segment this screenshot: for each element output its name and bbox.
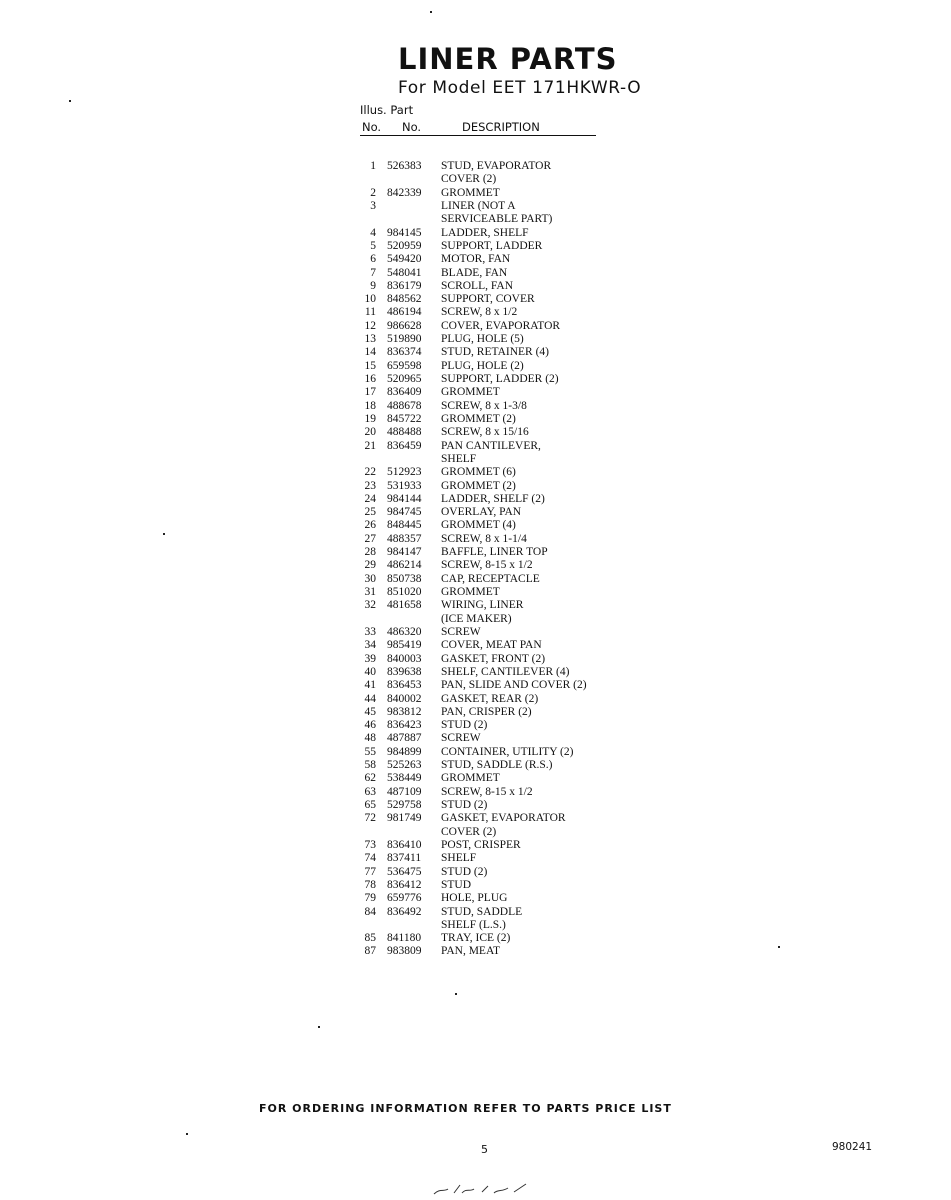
scan-speck [69, 100, 71, 102]
part-description [441, 320, 560, 333]
description-line: BLADE, FAN [441, 266, 508, 279]
illus-number: 20 [364, 426, 376, 439]
part-description [441, 772, 500, 785]
illus-number: 48 [364, 732, 376, 745]
description-line: LADDER, SHELF [441, 226, 529, 239]
part-description [441, 440, 541, 467]
illus-number: 26 [364, 519, 376, 532]
illus-number: 5 [370, 239, 376, 252]
illus-number: 31 [364, 586, 376, 598]
description-line: GASKET, EVAPORATOR [441, 812, 566, 825]
illus-number: 3 [370, 199, 376, 212]
parts-row [360, 280, 660, 293]
part-description [441, 546, 548, 559]
parts-row [360, 373, 660, 386]
part-description [441, 280, 513, 293]
description-line: PAN, MEAT [441, 945, 501, 958]
document-number: 980241 [832, 1141, 873, 1153]
illus-number: 14 [364, 346, 376, 359]
part-number: 985419 [387, 639, 422, 652]
part-description [441, 333, 524, 346]
part-description [441, 839, 521, 852]
illus-number: 23 [364, 479, 376, 492]
part-number: 520965 [387, 373, 422, 385]
part-number: 529758 [387, 799, 422, 811]
parts-row [360, 293, 660, 306]
parts-row [360, 626, 660, 639]
part-description [441, 746, 573, 759]
part-number: 851020 [387, 586, 422, 598]
parts-row [360, 586, 660, 599]
part-number: 836410 [387, 838, 422, 851]
illus-number: 30 [364, 572, 376, 585]
illus-number: 79 [364, 892, 376, 905]
parts-row [360, 719, 660, 732]
part-description [441, 693, 538, 706]
page-number: 5 [481, 1143, 488, 1156]
description-line: SUPPORT, LADDER (2) [441, 373, 559, 385]
part-description [441, 719, 487, 732]
parts-row [360, 559, 660, 572]
description-line: PAN, SLIDE AND COVER (2) [441, 679, 587, 692]
header-rule [360, 135, 596, 136]
description-line: STUD, RETAINER (4) [441, 346, 549, 359]
illus-number: 77 [364, 865, 376, 878]
parts-row [360, 772, 660, 785]
description-line: STUD (2) [441, 799, 488, 811]
part-description [441, 639, 542, 652]
part-number: 984147 [387, 546, 422, 559]
parts-row [360, 386, 660, 399]
part-description [441, 932, 510, 945]
part-description [441, 480, 516, 493]
scan-speck [163, 533, 165, 535]
part-description [441, 786, 533, 799]
illus-number: 24 [364, 492, 376, 505]
description-line: PAN, CRISPER (2) [441, 705, 532, 718]
part-number: 487109 [387, 785, 422, 798]
part-number: 525263 [387, 759, 422, 772]
illus-number: 1 [370, 160, 376, 172]
part-number: 519890 [387, 333, 422, 346]
scan-speck [186, 1133, 188, 1135]
part-description [441, 759, 553, 772]
part-description [441, 373, 559, 386]
model-subtitle: For Model EET 171HKWR-O [398, 78, 642, 98]
description-line: STUD, EVAPORATOR [441, 160, 552, 172]
illus-number: 15 [364, 359, 376, 372]
parts-row [360, 732, 660, 745]
part-number: 512923 [387, 466, 422, 479]
part-description [441, 653, 545, 666]
description-line: SHELF [441, 452, 477, 465]
part-number: 487887 [387, 732, 422, 745]
part-number: 488678 [387, 399, 422, 412]
parts-row [360, 706, 660, 719]
part-description [441, 253, 510, 266]
illus-number: 29 [364, 559, 376, 572]
parts-row [360, 426, 660, 439]
part-number: 836459 [387, 439, 422, 452]
description-line: BAFFLE, LINER TOP [441, 546, 548, 559]
parts-row [360, 945, 660, 958]
description-line: WIRING, LINER [441, 599, 524, 612]
part-number: 840003 [387, 652, 422, 665]
parts-row [360, 573, 660, 586]
illus-number: 6 [370, 253, 376, 266]
description-line: SCREW [441, 732, 481, 745]
parts-row [360, 599, 660, 626]
description-line: STUD (2) [441, 719, 488, 732]
parts-row [360, 400, 660, 413]
part-number: 984745 [387, 506, 422, 519]
parts-row [360, 160, 660, 187]
part-number [376, 200, 441, 227]
part-number: 486214 [387, 559, 422, 572]
header-illus-part: Illus. Part [360, 103, 414, 117]
description-line: TRAY, ICE (2) [441, 932, 511, 945]
part-description [441, 586, 500, 599]
illus-number: 28 [364, 546, 376, 559]
part-number: 850738 [387, 572, 422, 585]
illus-number: 25 [364, 506, 376, 519]
parts-row [360, 879, 660, 892]
part-description [441, 493, 545, 506]
part-description [441, 187, 500, 200]
parts-row [360, 799, 660, 812]
part-description [441, 852, 476, 865]
description-line: CONTAINER, UTILITY (2) [441, 745, 574, 758]
part-description [441, 892, 507, 905]
part-number: 659598 [387, 359, 422, 372]
description-line: SERVICEABLE PART) [441, 213, 553, 226]
part-number: 836412 [387, 878, 422, 891]
illus-number: 10 [364, 293, 376, 306]
part-number: 840002 [387, 692, 422, 705]
part-description [441, 879, 471, 892]
illus-number: 85 [364, 932, 376, 945]
part-number: 536475 [387, 865, 422, 878]
description-line: SCREW, 8 x 1-3/8 [441, 399, 527, 412]
description-line: SCREW, 8-15 x 1/2 [441, 559, 533, 572]
part-description [441, 679, 587, 692]
part-number: 836453 [387, 679, 422, 692]
description-line: SHELF [441, 852, 477, 865]
description-line: SCREW, 8 x 1-1/4 [441, 532, 527, 545]
illus-number: 4 [370, 226, 376, 239]
illus-number: 40 [364, 665, 376, 678]
illus-number: 72 [364, 812, 376, 825]
page-title: LINER PARTS [398, 42, 618, 76]
parts-row [360, 759, 660, 772]
part-description [441, 533, 527, 546]
part-description [441, 626, 481, 639]
part-number: 659776 [387, 892, 422, 905]
part-description [441, 573, 540, 586]
illus-number: 74 [364, 852, 376, 865]
part-description [441, 866, 487, 879]
parts-row [360, 187, 660, 200]
description-line: SCREW, 8 x 15/16 [441, 426, 529, 439]
part-number: 983812 [387, 705, 422, 718]
part-description [441, 200, 552, 227]
illus-number: 17 [364, 386, 376, 399]
description-line: CAP, RECEPTACLE [441, 572, 540, 585]
header-col-illus-no: No. [362, 120, 382, 134]
scan-speck [455, 993, 457, 995]
part-description [441, 906, 522, 933]
illus-number: 62 [364, 772, 376, 785]
part-description [441, 466, 516, 479]
part-number: 848562 [387, 293, 422, 306]
part-number: 549420 [387, 253, 422, 266]
description-line: PAN CANTILEVER, [441, 439, 541, 452]
parts-row [360, 306, 660, 319]
illus-number: 73 [364, 838, 376, 851]
description-line: OVERLAY, PAN [441, 506, 522, 519]
description-line: SHELF (L.S.) [441, 918, 506, 931]
parts-row [360, 320, 660, 333]
part-description [441, 400, 527, 413]
part-description [441, 519, 516, 532]
description-line: HOLE, PLUG [441, 892, 508, 905]
part-number: 548041 [387, 266, 422, 279]
description-line: STUD [441, 878, 472, 891]
parts-row [360, 892, 660, 905]
parts-row [360, 639, 660, 652]
part-number: 488488 [387, 426, 422, 439]
description-line: COVER (2) [441, 825, 497, 838]
part-description [441, 559, 533, 572]
parts-row [360, 240, 660, 253]
part-description [441, 386, 500, 399]
parts-row [360, 866, 660, 879]
description-line: SCREW, 8-15 x 1/2 [441, 785, 533, 798]
illus-number: 33 [364, 625, 376, 638]
illus-number: 16 [364, 373, 376, 385]
description-line: GROMMET (4) [441, 519, 516, 532]
illus-number: 34 [364, 639, 376, 652]
header-col-description: DESCRIPTION [462, 120, 540, 134]
part-description [441, 360, 524, 373]
illus-number: 2 [370, 186, 376, 199]
description-line: MOTOR, FAN [441, 253, 511, 266]
illus-number: 84 [364, 905, 376, 918]
part-number: 984144 [387, 492, 422, 505]
part-description [441, 799, 487, 812]
parts-row [360, 546, 660, 559]
illus-number: 32 [364, 599, 376, 612]
part-description [441, 413, 516, 426]
part-number: 842339 [387, 186, 422, 199]
illus-number: 11 [364, 306, 376, 319]
part-number: 836179 [387, 279, 422, 292]
illus-number: 78 [364, 878, 376, 891]
description-line: COVER, MEAT PAN [441, 639, 542, 652]
part-number: 836423 [387, 719, 422, 732]
description-line: GROMMET [441, 186, 500, 199]
part-number: 836409 [387, 386, 422, 399]
parts-row [360, 812, 660, 839]
part-number: 538449 [387, 772, 422, 785]
part-number: 836374 [387, 346, 422, 359]
illus-number: 7 [370, 266, 376, 279]
illus-number: 87 [364, 945, 376, 958]
parts-row [360, 346, 660, 359]
part-description [441, 227, 529, 240]
part-description [441, 306, 517, 319]
handwritten-mark [430, 1180, 540, 1198]
description-line: PLUG, HOLE (2) [441, 359, 524, 372]
part-number: 486194 [387, 306, 422, 319]
part-number: 984145 [387, 226, 422, 239]
illus-number: 9 [370, 279, 376, 292]
parts-row [360, 679, 660, 692]
ordering-footer: FOR ORDERING INFORMATION REFER TO PARTS PRICE LIST [259, 1102, 672, 1115]
illus-number: 18 [364, 399, 376, 412]
part-number: 841180 [387, 932, 422, 945]
description-line: STUD, SADDLE [441, 905, 523, 918]
description-line: STUD (2) [441, 865, 488, 878]
part-description [441, 267, 507, 280]
description-line: PLUG, HOLE (5) [441, 333, 524, 346]
part-number: 984899 [387, 745, 422, 758]
description-line: GROMMET [441, 772, 500, 785]
description-line: (ICE MAKER) [441, 612, 512, 625]
part-description [441, 160, 551, 187]
illus-number: 44 [364, 692, 376, 705]
part-description [441, 506, 521, 519]
part-description [441, 706, 532, 719]
illus-number: 58 [364, 759, 376, 772]
illus-number: 41 [364, 679, 376, 692]
part-number: 837411 [387, 852, 422, 865]
parts-row [360, 440, 660, 467]
part-description [441, 812, 566, 839]
description-line: GASKET, FRONT (2) [441, 652, 546, 665]
parts-row [360, 786, 660, 799]
part-number: 486320 [387, 625, 422, 638]
scan-speck [430, 11, 432, 13]
description-line: SCREW [441, 625, 481, 638]
description-line: GROMMET (2) [441, 479, 516, 492]
parts-row [360, 746, 660, 759]
parts-row [360, 693, 660, 706]
part-description [441, 240, 542, 253]
description-line: SUPPORT, LADDER [441, 239, 543, 252]
illus-number: 45 [364, 705, 376, 718]
part-number: 983809 [387, 945, 422, 958]
part-description [441, 732, 481, 745]
illus-number: 12 [364, 319, 376, 332]
illus-number: 27 [364, 532, 376, 545]
parts-row [360, 506, 660, 519]
illus-number: 46 [364, 719, 376, 732]
parts-row [360, 333, 660, 346]
description-line: SCREW, 8 x 1/2 [441, 306, 518, 319]
description-line: COVER, EVAPORATOR [441, 319, 561, 332]
parts-row [360, 906, 660, 933]
part-description [441, 426, 529, 439]
description-line: STUD, SADDLE (R.S.) [441, 759, 553, 772]
description-line: GROMMET [441, 586, 500, 598]
parts-row [360, 480, 660, 493]
part-description [441, 666, 569, 679]
description-line: LINER (NOT A [441, 199, 516, 212]
scan-speck [318, 1026, 320, 1028]
parts-row [360, 466, 660, 479]
illus-number: 55 [364, 745, 376, 758]
illus-number: 21 [364, 439, 376, 452]
part-number: 488357 [387, 532, 422, 545]
parts-row [360, 253, 660, 266]
part-description [441, 599, 523, 626]
parts-row [360, 653, 660, 666]
description-line: GROMMET [441, 386, 500, 399]
illus-number: 19 [364, 412, 376, 425]
description-line: GROMMET (2) [441, 412, 516, 425]
illus-number: 65 [364, 799, 376, 811]
header-col-part-no: No. [402, 120, 422, 134]
parts-row [360, 932, 660, 945]
illus-number: 39 [364, 652, 376, 665]
description-line: GASKET, REAR (2) [441, 692, 539, 705]
description-line: COVER (2) [441, 173, 497, 186]
parts-row [360, 227, 660, 240]
part-number: 981749 [387, 812, 422, 825]
parts-row [360, 493, 660, 506]
part-number: 481658 [387, 599, 422, 612]
part-number: 836492 [387, 905, 422, 918]
parts-row [360, 519, 660, 532]
part-description [441, 293, 535, 306]
part-description [441, 945, 500, 958]
part-number: 986628 [387, 319, 422, 332]
description-line: SUPPORT, COVER [441, 293, 535, 306]
description-line: LADDER, SHELF (2) [441, 492, 545, 505]
parts-row [360, 267, 660, 280]
part-number: 845722 [387, 412, 422, 425]
parts-row [360, 666, 660, 679]
part-number: 531933 [387, 479, 422, 492]
parts-row [360, 360, 660, 373]
illus-number: 13 [364, 333, 376, 346]
description-line: POST, CRISPER [441, 838, 521, 851]
scan-speck [778, 946, 780, 948]
parts-row [360, 839, 660, 852]
parts-list [360, 160, 660, 959]
description-line: SCROLL, FAN [441, 279, 513, 292]
parts-row [360, 413, 660, 426]
part-number: 848445 [387, 519, 422, 532]
part-number: 526383 [387, 160, 422, 172]
part-number: 839638 [387, 665, 422, 678]
illus-number: 22 [364, 466, 376, 479]
parts-row [360, 533, 660, 546]
part-description [441, 346, 549, 359]
description-line: SHELF, CANTILEVER (4) [441, 665, 570, 678]
parts-row [360, 852, 660, 865]
part-number: 520959 [387, 239, 422, 252]
illus-number: 63 [364, 785, 376, 798]
description-line: GROMMET (6) [441, 466, 516, 479]
parts-row [360, 200, 660, 227]
